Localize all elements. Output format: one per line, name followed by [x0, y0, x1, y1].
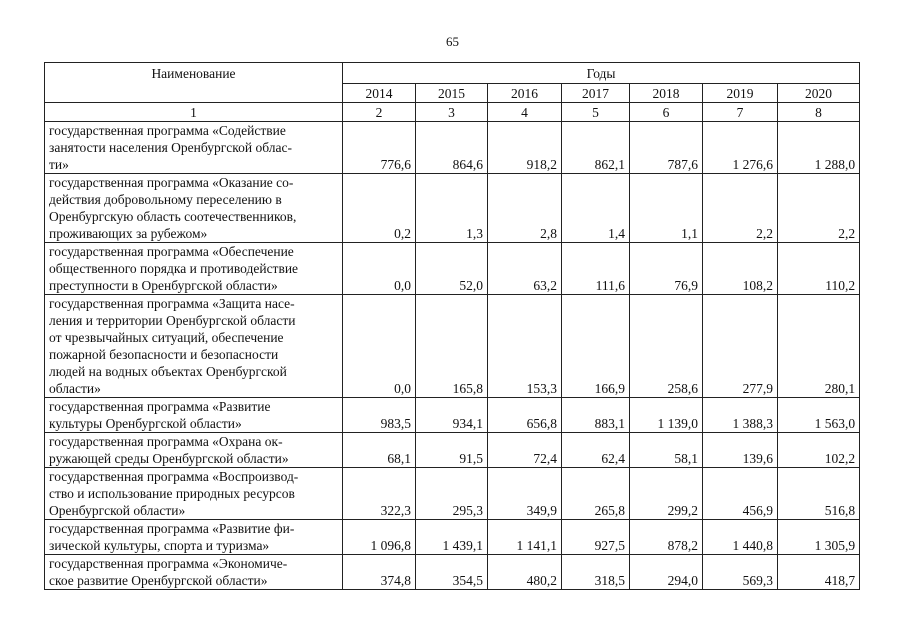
value-cell: 374,8 — [343, 555, 416, 590]
value-cell: 294,0 — [630, 555, 703, 590]
value-cell: 62,4 — [562, 433, 630, 468]
value-cell: 295,3 — [416, 468, 488, 520]
value-cell: 139,6 — [703, 433, 778, 468]
value-cell: 2,2 — [703, 174, 778, 243]
header-year-2018: 2018 — [630, 84, 703, 103]
program-name: государственная программа «Содействие занятости населения Оренбургской облас- ти» — [45, 122, 343, 174]
value-cell: 58,1 — [630, 433, 703, 468]
header-year-2016: 2016 — [488, 84, 562, 103]
program-name: государственная программа «Обеспечение общественного порядка и противодействие преступности в Оренбургской области» — [45, 243, 343, 295]
value-cell: 322,3 — [343, 468, 416, 520]
value-cell: 0,0 — [343, 295, 416, 398]
table-row — [45, 520, 860, 555]
value-cell: 153,3 — [488, 295, 562, 398]
value-cell: 418,7 — [778, 555, 860, 590]
value-cell: 2,2 — [778, 174, 860, 243]
column-index: 8 — [778, 103, 860, 122]
value-cell: 108,2 — [703, 243, 778, 295]
value-cell: 110,2 — [778, 243, 860, 295]
value-cell: 318,5 — [562, 555, 630, 590]
value-cell: 102,2 — [778, 433, 860, 468]
value-cell: 1 141,1 — [488, 520, 562, 555]
value-cell: 878,2 — [630, 520, 703, 555]
value-cell: 1 276,6 — [703, 122, 778, 174]
column-index: 1 — [45, 103, 343, 122]
value-cell: 165,8 — [416, 295, 488, 398]
column-index: 5 — [562, 103, 630, 122]
value-cell: 1 440,8 — [703, 520, 778, 555]
table-body — [45, 122, 860, 590]
value-cell: 1,4 — [562, 174, 630, 243]
value-cell: 569,3 — [703, 555, 778, 590]
value-cell: 0,2 — [343, 174, 416, 243]
value-cell: 656,8 — [488, 398, 562, 433]
table-row — [45, 174, 860, 243]
value-cell: 68,1 — [343, 433, 416, 468]
value-cell: 883,1 — [562, 398, 630, 433]
value-cell: 277,9 — [703, 295, 778, 398]
value-cell: 1,3 — [416, 174, 488, 243]
value-cell: 258,6 — [630, 295, 703, 398]
value-cell: 1 388,3 — [703, 398, 778, 433]
value-cell: 265,8 — [562, 468, 630, 520]
value-cell: 918,2 — [488, 122, 562, 174]
header-year-2019: 2019 — [703, 84, 778, 103]
program-name: государственная программа «Оказание со- действия добровольному переселению в Оренбургскую область соотечественников, проживающих за рубежом» — [45, 174, 343, 243]
value-cell: 1 096,8 — [343, 520, 416, 555]
program-name: государственная программа «Охрана ок- ружающей среды Оренбургской области» — [45, 433, 343, 468]
value-cell: 456,9 — [703, 468, 778, 520]
value-cell: 927,5 — [562, 520, 630, 555]
value-cell: 983,5 — [343, 398, 416, 433]
value-cell: 111,6 — [562, 243, 630, 295]
value-cell: 1 439,1 — [416, 520, 488, 555]
value-cell: 280,1 — [778, 295, 860, 398]
page-number: 65 — [446, 34, 459, 49]
header-years: Годы — [343, 63, 860, 84]
column-index-row — [45, 103, 860, 122]
program-name: государственная программа «Развитие культуры Оренбургской области» — [45, 398, 343, 433]
value-cell: 516,8 — [778, 468, 860, 520]
value-cell: 776,6 — [343, 122, 416, 174]
column-index: 2 — [343, 103, 416, 122]
column-index: 7 — [703, 103, 778, 122]
value-cell: 299,2 — [630, 468, 703, 520]
value-cell: 787,6 — [630, 122, 703, 174]
header-year-2014: 2014 — [343, 84, 416, 103]
table-row — [45, 555, 860, 590]
table-row — [45, 122, 860, 174]
value-cell: 1 305,9 — [778, 520, 860, 555]
table-row — [45, 243, 860, 295]
value-cell: 480,2 — [488, 555, 562, 590]
value-cell: 862,1 — [562, 122, 630, 174]
table-row — [45, 433, 860, 468]
value-cell: 1 288,0 — [778, 122, 860, 174]
value-cell: 76,9 — [630, 243, 703, 295]
value-cell: 1 563,0 — [778, 398, 860, 433]
value-cell: 349,9 — [488, 468, 562, 520]
value-cell: 166,9 — [562, 295, 630, 398]
program-name: государственная программа «Защита насе- ления и территории Оренбургской области от чрезвычайных ситуаций, обеспечение пожарной безопасности и безопасности людей на водных объектах Оренбургской области» — [45, 295, 343, 398]
header-year-2020: 2020 — [778, 84, 860, 103]
value-cell: 2,8 — [488, 174, 562, 243]
table-row — [45, 398, 860, 433]
header-name: Наименование — [45, 63, 343, 103]
value-cell: 934,1 — [416, 398, 488, 433]
value-cell: 354,5 — [416, 555, 488, 590]
column-index: 4 — [488, 103, 562, 122]
value-cell: 0,0 — [343, 243, 416, 295]
budget-table — [44, 62, 860, 590]
table-row — [45, 468, 860, 520]
value-cell: 91,5 — [416, 433, 488, 468]
value-cell: 52,0 — [416, 243, 488, 295]
value-cell: 63,2 — [488, 243, 562, 295]
program-name: государственная программа «Развитие фи- зической культуры, спорта и туризма» — [45, 520, 343, 555]
value-cell: 72,4 — [488, 433, 562, 468]
column-index: 3 — [416, 103, 488, 122]
column-index: 6 — [630, 103, 703, 122]
header-year-2015: 2015 — [416, 84, 488, 103]
value-cell: 1 139,0 — [630, 398, 703, 433]
program-name: государственная программа «Воспроизвод- ство и использование природных ресурсов Оренбургской области» — [45, 468, 343, 520]
value-cell: 1,1 — [630, 174, 703, 243]
value-cell: 864,6 — [416, 122, 488, 174]
program-name: государственная программа «Экономиче- ское развитие Оренбургской области» — [45, 555, 343, 590]
header-year-2017: 2017 — [562, 84, 630, 103]
table-row — [45, 295, 860, 398]
